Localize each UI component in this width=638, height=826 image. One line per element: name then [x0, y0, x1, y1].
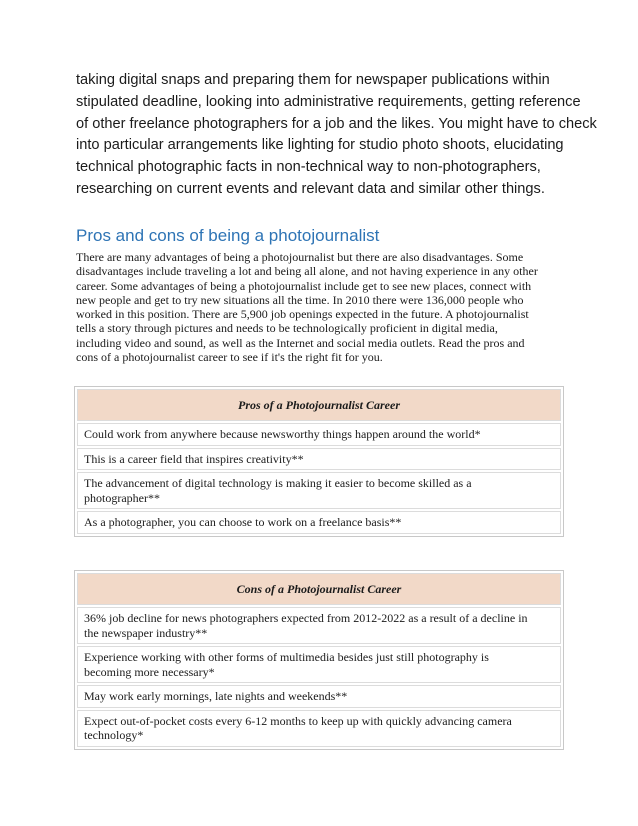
- table-row: [77, 423, 561, 446]
- paragraph-line: worked in this position. There are 5,900 job openings expected in the future. A photojournalist: [76, 307, 529, 322]
- table-row: [77, 646, 561, 683]
- cell-line: This is a career field that inspires creativity**: [84, 451, 304, 466]
- cell-line: Could work from anywhere because newsworthy things happen around the world*: [84, 427, 481, 441]
- section-paragraph: [76, 250, 556, 364]
- pros-table: [74, 386, 564, 537]
- cell-line: As a photographer, you can choose to work on a freelance basis**: [84, 515, 402, 529]
- paragraph-line: career. Some advantages of being a photojournalist include get to see new places, connect with: [76, 278, 532, 293]
- cell-line: photographer**: [84, 490, 160, 505]
- table-cell: [77, 646, 561, 683]
- paragraph-line: including video and sound, as well as the Internet and social media outlets. Read the pros and: [76, 335, 525, 350]
- table-cell: [77, 607, 561, 644]
- section-heading: Pros and cons of being a photojournalist: [76, 226, 380, 245]
- cell-line: becoming more necessary*: [84, 664, 215, 679]
- intro-line: taking digital snaps and preparing them for newspaper publications within: [76, 72, 550, 88]
- cell-line: Experience working with other forms of multimedia besides just still photography is: [84, 650, 489, 664]
- intro-line: stipulated deadline, looking into administrative requirements, getting reference: [76, 93, 581, 110]
- paragraph-line: tells a story through pictures and needs to be technologically proficient in digital media,: [76, 321, 498, 336]
- table-row: [77, 607, 561, 644]
- paragraph-line: disadvantages include traveling a lot and being all alone, and not having experience in any other: [76, 264, 538, 279]
- intro-line: technical photographic facts in non-technical way to non-photographers,: [76, 159, 541, 176]
- cell-line: The advancement of digital technology is making it easier to become skilled as a: [84, 476, 472, 490]
- table-cell: [77, 423, 561, 446]
- paragraph-line: new people and get to try new situations all the time. In 2010 there were 136,000 people who: [76, 292, 524, 307]
- cell-line: May work early mornings, late nights and weekends**: [84, 689, 348, 703]
- paragraph-line: There are many advantages of being a photojournalist but there are also disadvantages. Some: [76, 250, 524, 264]
- cell-line: Expect out-of-pocket costs every 6-12 months to keep up with quickly advancing camera: [84, 713, 512, 728]
- intro-paragraph: [76, 70, 597, 201]
- table-cell: [77, 511, 561, 534]
- table-cell: [77, 448, 561, 471]
- cell-line: 36% job decline for news photographers expected from 2012-2022 as a result of a decline in: [84, 611, 528, 625]
- table-row: [77, 472, 561, 509]
- cons-table: [74, 570, 564, 750]
- table-header-row: [77, 573, 561, 605]
- table-cell: [77, 685, 561, 708]
- cons-table-header: Cons of a Photojournalist Career: [77, 573, 561, 605]
- cell-line: technology*: [84, 728, 144, 742]
- table-row: [77, 448, 561, 471]
- table-row: [77, 511, 561, 534]
- intro-line: into particular arrangements like lighting for studio photo shoots, elucidating: [76, 137, 564, 154]
- table-row: [77, 685, 561, 708]
- pros-table-header: Pros of a Photojournalist Career: [77, 389, 561, 421]
- table-header-row: [77, 389, 561, 421]
- paragraph-line: cons of a photojournalist career to see if it's the right fit for you.: [76, 350, 383, 365]
- intro-line: researching on current events and relevant data and similar other things.: [76, 180, 545, 197]
- intro-line: of other freelance photographers for a job and the likes. You might have to check: [76, 115, 597, 132]
- table-row: [77, 710, 561, 747]
- cell-line: the newspaper industry**: [84, 625, 208, 640]
- table-cell: [77, 710, 561, 747]
- table-cell: [77, 472, 561, 509]
